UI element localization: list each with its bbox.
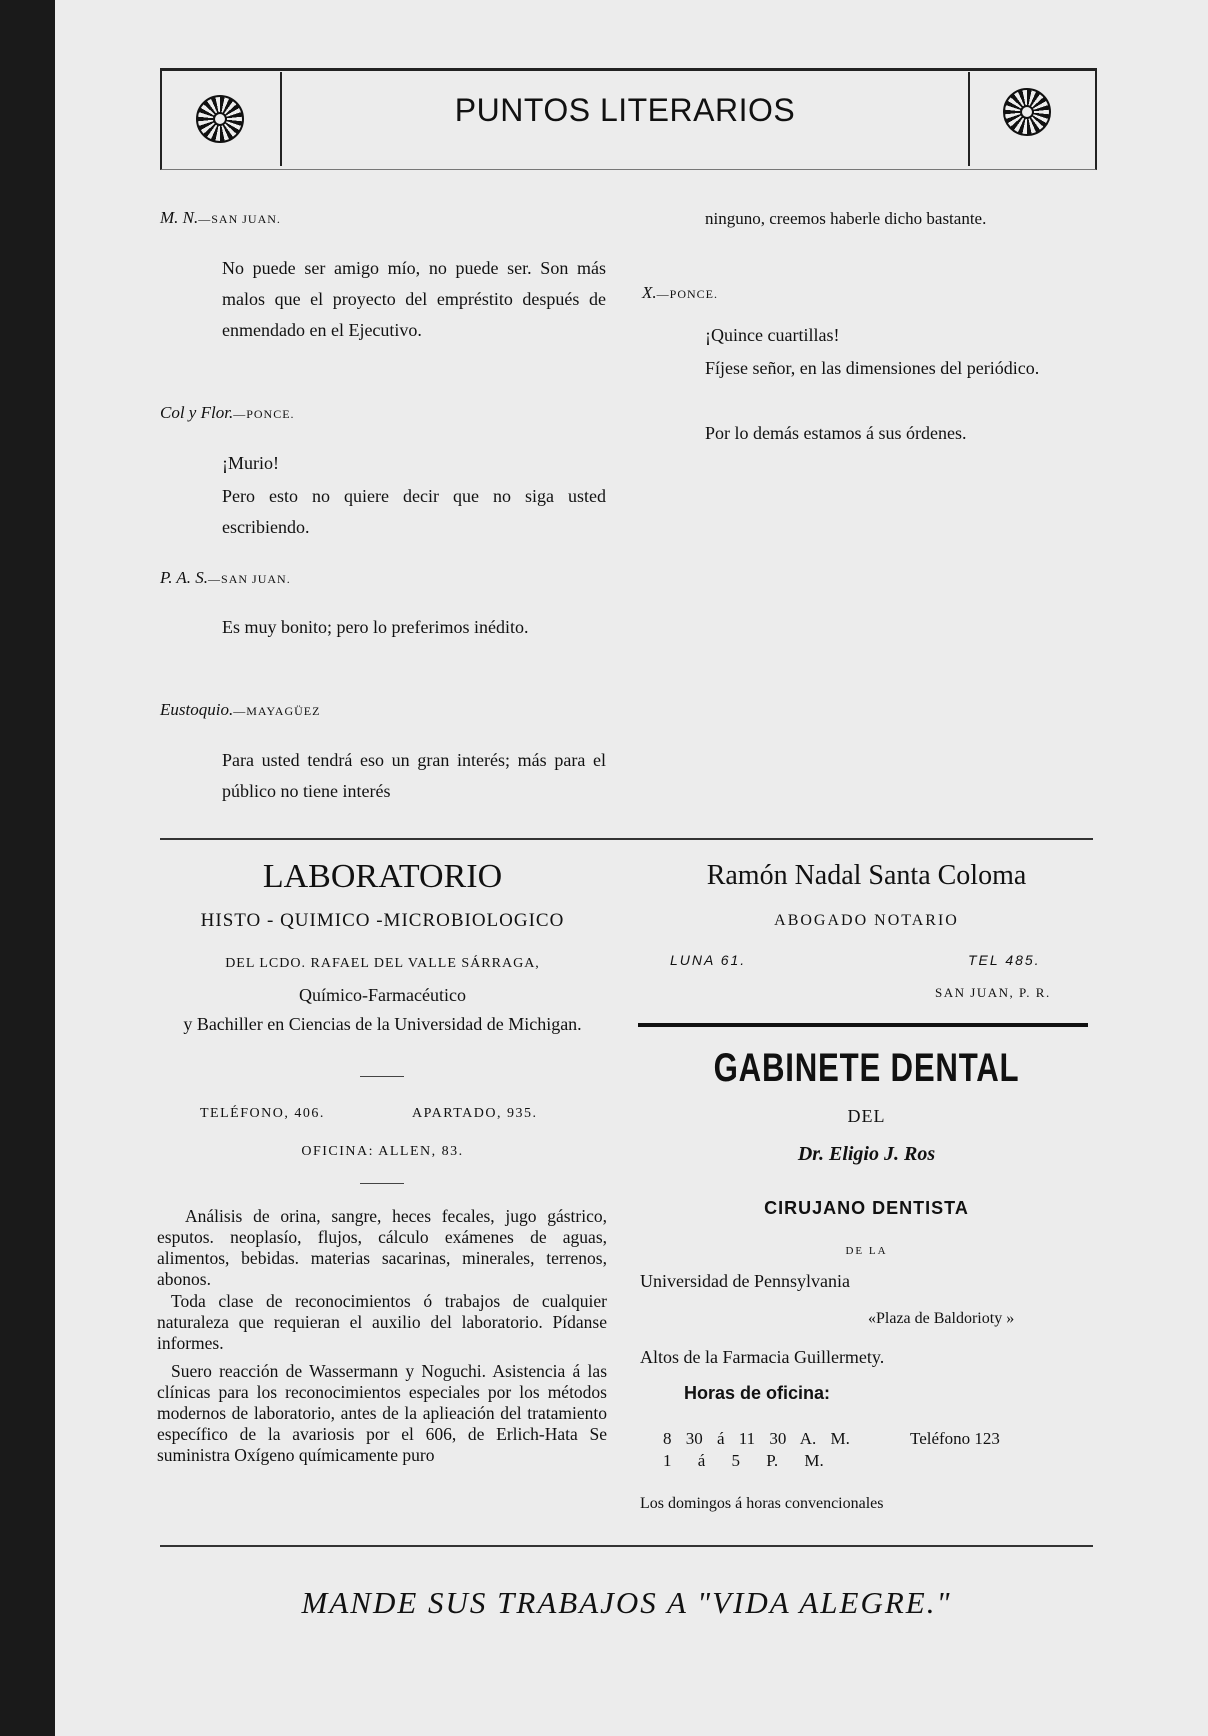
entry-author: Col y Flor. [160, 403, 234, 422]
entry-place: —PONCE. [656, 287, 718, 301]
entry-reply-closing: Por lo demás estamos á sus órdenes. [705, 423, 967, 443]
lab-ad-owner: DEL LCDO. RAFAEL DEL VALLE SÁRRAGA, [225, 956, 540, 971]
lab-ad-dash [360, 1076, 404, 1077]
dental-ad-role: CIRUJANO DENTISTA [764, 1198, 969, 1218]
entry-reply: No puede ser amigo mío, no puede ser. Son más malos que el proyecto del empréstito después de enmendado en el Ejecutivo. [222, 258, 606, 340]
dental-ad-hours-label: Horas de oficina: [684, 1383, 831, 1403]
lab-ad-dash [360, 1183, 404, 1184]
lab-ad-services: Análisis de orina, sangre, heces fecales, jugo gástrico, esputos. neoplasío, flujos, cálculo exámenes de aguas, alimentos, bebidas. materias sacarinas, minerales, terrenos, abonos. [157, 1206, 607, 1289]
dental-ad-sundays: Los domingos á horas convencionales [640, 1495, 884, 1512]
lawyer-ad-phone: TEL 485. [968, 952, 1041, 968]
dental-ad-university: Universidad de Pennsylvania [640, 1271, 850, 1291]
lawyer-ad-address: LUNA 61. [670, 952, 747, 968]
footer-slogan: MANDE SUS TRABAJOS A "VIDA ALEGRE." [301, 1585, 952, 1620]
footer-divider [160, 1545, 1093, 1547]
lab-ad-title: LABORATORIO [262, 858, 503, 895]
dental-ad-del: DEL [847, 1106, 886, 1126]
dental-ad-hours-afternoon: 1 á 5 P. M. [663, 1451, 824, 1470]
entry-heading [160, 568, 291, 588]
entry-place: —SAN JUAN. [208, 572, 291, 586]
entry-author: X. [642, 283, 657, 302]
entry-place: —SAN JUAN. [198, 212, 281, 226]
dental-ad-de-la: DE LA [845, 1245, 888, 1257]
section-divider [160, 838, 1093, 840]
header-divider-right [968, 72, 970, 166]
dental-ad-title: GABINETE DENTAL [713, 1046, 1020, 1090]
lab-ad-office: OFICINA: ALLEN, 83. [301, 1144, 464, 1159]
entry-place: —PONCE. [233, 407, 295, 421]
section-title: PUNTOS LITERARIOS [454, 92, 796, 128]
rosette-ornament-right-icon [1003, 88, 1051, 136]
entry-place: —MAYAGÜEZ [233, 704, 321, 718]
entry-heading [160, 700, 320, 720]
dental-ad-altos: Altos de la Farmacia Guillermety. [640, 1347, 885, 1367]
entry-reply: Es muy bonito; pero lo preferimos inédito. [222, 617, 529, 637]
rosette-ornament-left-icon [196, 95, 244, 143]
dental-ad-hours-morning: 8 30 á 11 30 A. M. [663, 1429, 850, 1448]
lawyer-ad-city: SAN JUAN, P. R. [935, 985, 1051, 1000]
dental-ad-plaza: «Plaza de Baldorioty » [868, 1310, 1015, 1327]
lab-ad-box: APARTADO, 935. [412, 1106, 538, 1121]
entry-reply-exclaim: ¡Murio! [222, 453, 279, 473]
lawyer-ad-name: Ramón Nadal Santa Coloma [706, 860, 1027, 891]
lab-ad-services-2: Toda clase de reconocimientos ó trabajos de cualquier naturaleza que requieran el auxilio del laboratorio. Pídanse informes. [157, 1291, 607, 1353]
entry-heading [642, 283, 718, 303]
lab-ad-services-3: Suero reacción de Wassermann y Noguchi. Asistencia á las clínicas para los reconocimientos especiales por los métodos modernos de laboratorio, antes de la aplieación del tratamiento específico de la avariosis por el 606, de Erlich-Hata Se suministra Oxígeno químicamente puro [157, 1361, 607, 1465]
entry-heading [160, 208, 281, 228]
ad-divider-thick [638, 1023, 1088, 1027]
entry-reply: Pero esto no quiere decir que no siga usted escribiendo. [222, 486, 606, 537]
entry-continuation: ninguno, creemos haberle dicho bastante. [705, 209, 987, 228]
entry-author: P. A. S. [160, 568, 209, 587]
lab-ad-subtitle: HISTO - QUIMICO -MICROBIOLOGICO [200, 910, 565, 931]
entry-heading [160, 403, 295, 423]
lab-ad-degree: y Bachiller en Ciencias de la Universidad de Michigan. [183, 1014, 582, 1034]
dental-ad-doctor: Dr. Eligio J. Ros [797, 1143, 936, 1165]
dental-ad-phone: Teléfono 123 [910, 1429, 1000, 1448]
entry-reply: Para usted tendrá eso un gran interés; más para el público no tiene interés [222, 750, 606, 801]
lab-ad-role: Químico-Farmacéutico [299, 985, 466, 1005]
lawyer-ad-title: ABOGADO NOTARIO [774, 912, 959, 929]
entry-author: Eustoquio. [160, 700, 234, 719]
entry-reply-exclaim: ¡Quince cuartillas! [705, 325, 840, 345]
entry-author: M. N. [160, 208, 199, 227]
lab-ad-phone: TELÉFONO, 406. [200, 1106, 325, 1121]
entry-reply: Fíjese señor, en las dimensiones del periódico. [705, 358, 1040, 378]
